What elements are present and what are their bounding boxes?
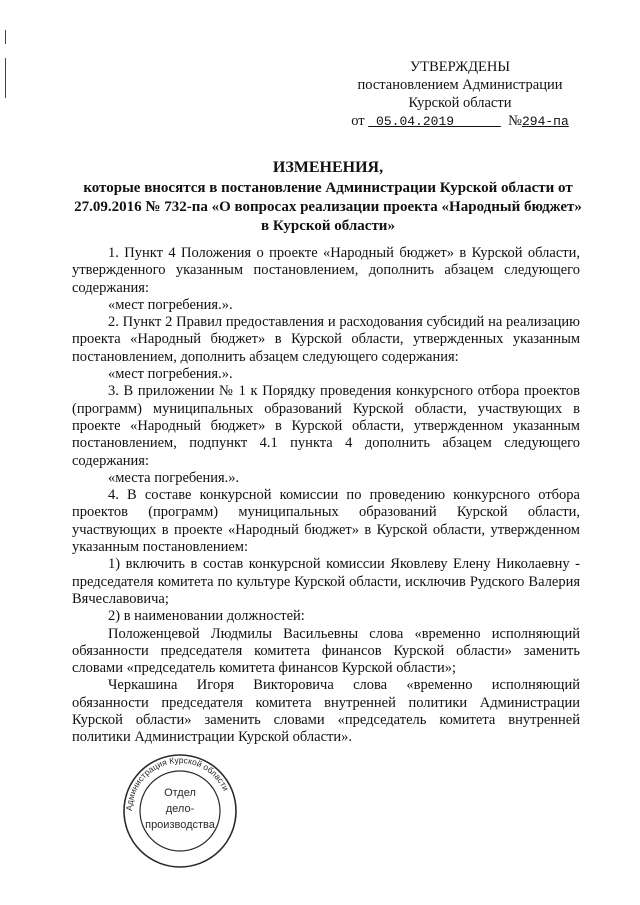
paragraph: «места погребения.». (108, 469, 240, 486)
paragraph: «мест погребения.». (108, 296, 233, 313)
number-prefix: № (508, 113, 522, 129)
date-prefix: от (351, 113, 365, 129)
paragraph: 4. В составе конкурсной комиссии по проведению конкурсного отбора проектов (программ) муниципальных образований Курской области, участвующих в проекте «Народный бюджет» в Курской области, утвержденном указанным постановлением: (72, 487, 580, 556)
paragraph: 2. Пункт 2 Правил предоставления и расходования субсидий на реализацию проекта «Народный бюджет» в Курской области, утвержденных указанным постановлением, дополнить абзацем следующего содержания: (72, 314, 580, 365)
scan-margin-mark (5, 58, 6, 98)
heading-subtitle: которые вносятся в постановление Администрации Курской области от 27.09.2016 № 732-па «О вопросах реализации проекта «Народный бюджет» в Курской области» (74, 180, 582, 234)
paragraph: 1) включить в состав конкурсной комиссии Яковлеву Елену Николаевну - председателя комитета по культуре Курской области, исключив Рудского Валерия Вячеславовича; (72, 556, 580, 607)
approval-block (350, 58, 570, 131)
document-heading (72, 158, 584, 236)
approval-date: 05.04.2019 (376, 114, 455, 129)
approval-title: УТВЕРЖДЕНЫ (409, 59, 511, 75)
stamp-line-2: дело- (165, 803, 195, 815)
paragraph: 1. Пункт 4 Положения о проекте «Народный бюджет» в Курской области, утвержденного указанным постановлением, дополнить абзацем следующего содержания: (72, 245, 580, 296)
scan-margin-mark (5, 30, 6, 44)
paragraph: 3. В приложении № 1 к Порядку проведения конкурсного отбора проектов (программ) муниципальных образований Курской области, участвующих в проекте «Народный бюджет» в Курской области, утвержденном указанным постановлением, подпункт 4.1 пункта 4 дополнить абзацем следующего содержания: (72, 383, 580, 469)
stamp-line-3: производства (145, 819, 215, 831)
paragraph: Черкашина Игоря Викторовича слова «временно исполняющий обязанности председателя комитета внутренней политики Администрации Курской области» заменить словами «председатель комитета внутренней политики Администрации Курской области». (72, 677, 580, 746)
approval-line-1: постановлением Администрации (357, 77, 563, 93)
stamp-line-1: Отдел (164, 787, 196, 799)
stamp-ring-text: Администрация Курской области (123, 754, 232, 812)
approval-number: 294-па (521, 114, 569, 129)
paragraph: «мест погребения.». (108, 366, 233, 383)
paragraph: 2) в наименовании должностей: (108, 608, 305, 625)
office-stamp (121, 752, 239, 870)
approval-date-line (350, 112, 570, 131)
heading-title: ИЗМЕНЕНИЯ, (272, 159, 384, 176)
approval-line-2: Курской области (408, 95, 512, 111)
document-body (72, 245, 580, 747)
paragraph: Положенцевой Людмилы Васильевны слова «временно исполняющий обязанности председателя комитета финансов Курской области» заменить словами «председатель комитета финансов Курской области»; (72, 625, 580, 677)
